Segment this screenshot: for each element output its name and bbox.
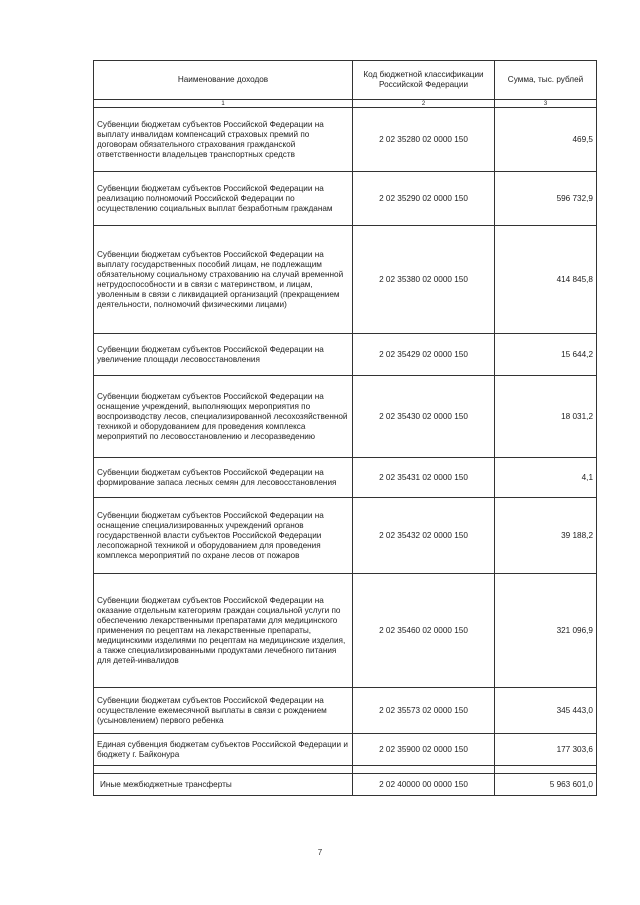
column-number: 2 [353,100,495,108]
row-name: Иные межбюджетные трансферты [94,774,353,796]
row-sum: 469,5 [495,108,597,172]
row-sum: 177 303,6 [495,734,597,766]
row-name: Субвенции бюджетам субъектов Российской Федерации на осуществление ежемесячной выплаты в связи с рождением (усыновлением) первого ребенка [94,688,353,734]
row-code: 2 02 35460 02 0000 150 [353,574,495,688]
row-name: Субвенции бюджетам субъектов Российской Федерации на увеличение площади лесовосстановления [94,334,353,376]
row-sum: 5 963 601,0 [495,774,597,796]
column-number-row [94,100,597,108]
row-code: 2 02 35573 02 0000 150 [353,688,495,734]
row-code: 2 02 35430 02 0000 150 [353,376,495,458]
row-name: Субвенции бюджетам субъектов Российской Федерации на оказание отдельным категориям граждан социальной услуги по обеспечению лекарственными препаратами для медицинского применения по рецептам на лекарственные препараты, медицинскими изделиями по рецептам на медицинские изделия, а также специализированными продуктами лечебного питания для детей-инвалидов [94,574,353,688]
header-sum: Сумма, тыс. рублей [495,61,597,100]
row-name: Субвенции бюджетам субъектов Российской Федерации на реализацию полномочий Российской Федерации по осуществлению социальных выплат безработным гражданам [94,172,353,226]
row-code: 2 02 35900 02 0000 150 [353,734,495,766]
row-code: 2 02 35431 02 0000 150 [353,458,495,498]
table-row [94,376,597,458]
row-code: 2 02 35280 02 0000 150 [353,108,495,172]
column-number: 1 [94,100,353,108]
row-code: 2 02 35432 02 0000 150 [353,498,495,574]
row-name: Субвенции бюджетам субъектов Российской Федерации на выплату инвалидам компенсаций страховых премий по договорам обязательного страхования гражданской ответственности владельцев транспортных средств [94,108,353,172]
header-name: Наименование доходов [94,61,353,100]
row-name: Единая субвенция бюджетам субъектов Российской Федерации и бюджету г. Байконура [94,734,353,766]
empty-row [94,766,597,774]
table-row [94,334,597,376]
table-row [94,688,597,734]
row-code: 2 02 35380 02 0000 150 [353,226,495,334]
row-code: 2 02 40000 00 0000 150 [353,774,495,796]
row-name: Субвенции бюджетам субъектов Российской Федерации на оснащение специализированных учреждений органов государственной власти субъектов Российской Федерации лесопожарной техникой и оборудованием для проведения комплекса мероприятий по охране лесов от пожаров [94,498,353,574]
table-row [94,498,597,574]
table-row [94,458,597,498]
table-row [94,574,597,688]
revenue-table [93,60,597,796]
row-sum: 414 845,8 [495,226,597,334]
row-sum: 596 732,9 [495,172,597,226]
table-header-row [94,61,597,100]
row-code: 2 02 35290 02 0000 150 [353,172,495,226]
header-code: Код бюджетной классификации Российской Федерации [353,61,495,100]
row-name: Субвенции бюджетам субъектов Российской Федерации на выплату государственных пособий лицам, не подлежащим обязательному социальному страхованию на случай временной нетрудоспособности и в связи с материнством, и лицам, уволенным в связи с ликвидацией организаций (прекращением деятельности, полномочий физическими лицами) [94,226,353,334]
table-row [94,734,597,766]
row-code: 2 02 35429 02 0000 150 [353,334,495,376]
column-number: 3 [495,100,597,108]
row-sum: 18 031,2 [495,376,597,458]
row-name: Субвенции бюджетам субъектов Российской Федерации на оснащение учреждений, выполняющих мероприятия по воспроизводству лесов, специализированной лесохозяйственной техникой и оборудованием для проведения комплекса мероприятий по лесовосстановлению и лесоразведению [94,376,353,458]
row-sum: 4,1 [495,458,597,498]
row-name: Субвенции бюджетам субъектов Российской Федерации на формирование запаса лесных семян для лесовосстановления [94,458,353,498]
row-sum: 15 644,2 [495,334,597,376]
row-sum: 39 188,2 [495,498,597,574]
table-row [94,226,597,334]
page-number: 7 [317,848,323,857]
table-row [94,108,597,172]
table-row [94,172,597,226]
row-sum: 321 096,9 [495,574,597,688]
table-row [94,774,597,796]
row-sum: 345 443,0 [495,688,597,734]
